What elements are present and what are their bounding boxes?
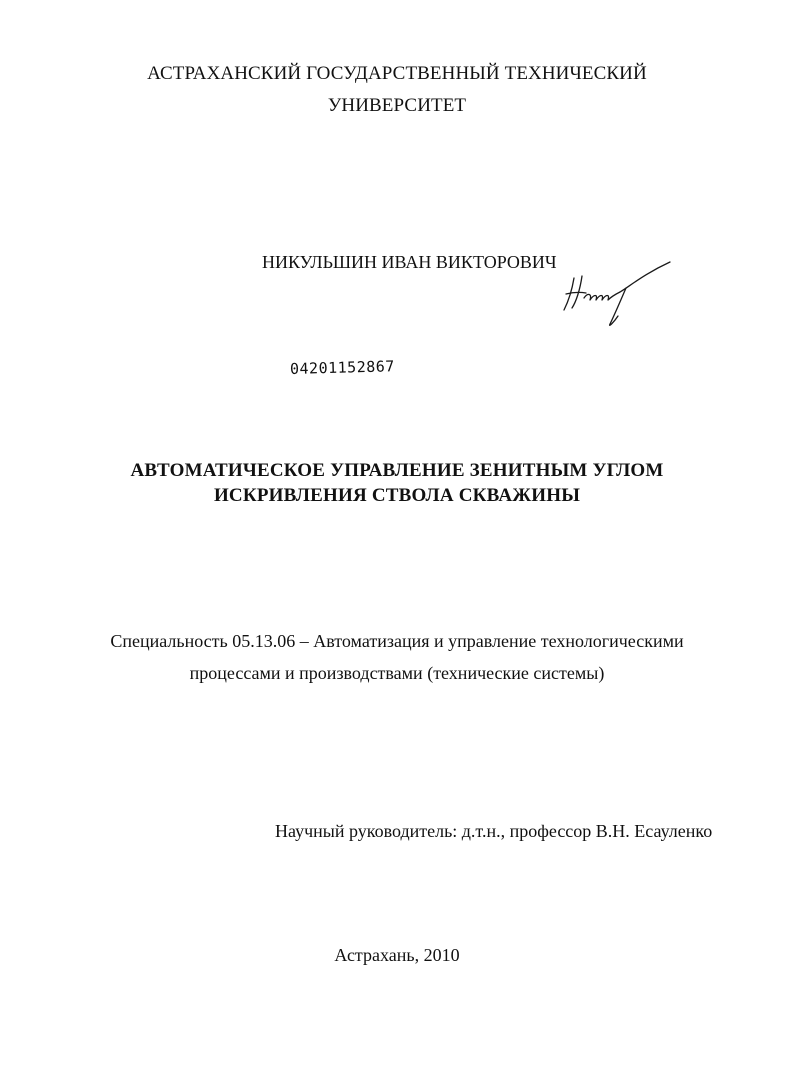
- author-name: НИКУЛЬШИН ИВАН ВИКТОРОВИЧ: [262, 252, 557, 272]
- dissertation-title-line1: АВТОМАТИЧЕСКОЕ УПРАВЛЕНИЕ ЗЕНИТНЫМ УГЛОМ: [130, 460, 664, 481]
- city-year: Астрахань, 2010: [334, 945, 460, 965]
- specialty-line1: Специальность 05.13.06 – Автоматизация и управление технологическими: [110, 631, 684, 651]
- dissertation-title-line2: ИСКРИВЛЕНИЯ СТВОЛА СКВАЖИНЫ: [213, 485, 581, 506]
- university-name-line2: УНИВЕРСИТЕТ: [327, 95, 467, 116]
- university-name-line1: АСТРАХАНСКИЙ ГОСУДАРСТВЕННЫЙ ТЕХНИЧЕСКИЙ: [147, 63, 647, 84]
- author-signature: [560, 258, 680, 330]
- scientific-advisor: Научный руководитель: д.т.н., профессор В.Н. Есауленко: [275, 821, 713, 841]
- specialty-line2: процессами и производствами (технические системы): [189, 663, 605, 683]
- registration-number: 04201152867: [289, 357, 396, 378]
